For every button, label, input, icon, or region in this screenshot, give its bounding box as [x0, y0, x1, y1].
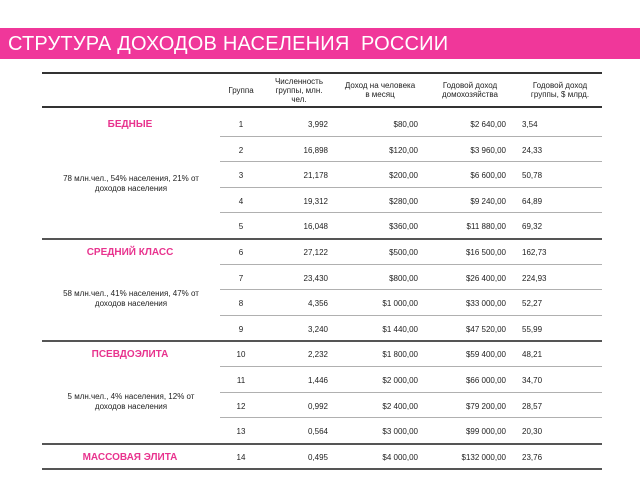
cell-count: 23,430: [303, 273, 328, 283]
header-income-year: Годовой доход домохозяйства: [442, 81, 498, 99]
row-divider: [220, 161, 602, 162]
cell-count: 3,240: [307, 324, 328, 334]
group-description: 78 млн.чел., 54% населения, 21% от доходов населения: [63, 174, 199, 193]
cell-income-month: $500,00: [389, 248, 418, 257]
row-divider: [220, 366, 602, 367]
cell-count: 16,898: [303, 145, 328, 155]
cell-count: 0,564: [307, 427, 328, 437]
cell-count: 4,356: [307, 299, 328, 309]
header-group: Группа: [228, 86, 254, 95]
cell-group: 8: [238, 299, 244, 309]
header-income-month: Доход на человека в месяц: [344, 81, 416, 99]
group-title: ПСЕВДОЭЛИТА: [91, 349, 169, 361]
cell-income-month: $80,00: [393, 120, 418, 129]
cell-group: 6: [238, 248, 244, 257]
cell-income-year: $3 960,00: [470, 145, 506, 155]
row-divider: [220, 136, 602, 137]
group-title: БЕДНЫЕ: [107, 119, 153, 130]
group-title: СРЕДНИЙ КЛАСС: [86, 247, 174, 258]
cell-income-year: $132 000,00: [461, 452, 506, 462]
cell-income-year: $6 600,00: [470, 171, 506, 181]
cell-income-year: $26 400,00: [465, 273, 506, 283]
cell-income-total: 24,33: [522, 145, 543, 155]
header-income-total: Годовой доход группы, $ млрд.: [530, 81, 590, 99]
cell-group: 5: [238, 222, 244, 232]
cell-income-month: $120,00: [389, 145, 418, 155]
cell-income-total: 34,70: [522, 376, 543, 385]
slide-title: СТРУТУРА ДОХОДОВ НАСЕЛЕНИЯ РОССИИ: [8, 33, 449, 55]
header-count: Численность группы, млн. чел.: [274, 77, 324, 104]
cell-income-month: $200,00: [389, 171, 418, 181]
cell-income-year: $47 520,00: [465, 324, 506, 334]
cell-income-month: $360,00: [389, 222, 418, 232]
cell-income-month: $3 000,00: [382, 427, 418, 437]
cell-income-year: $59 400,00: [465, 350, 506, 360]
cell-count: 21,178: [303, 171, 328, 181]
cell-income-total: 224,93: [522, 273, 547, 283]
cell-income-month: $1 000,00: [382, 299, 418, 309]
cell-income-month: $2 400,00: [382, 401, 418, 411]
cell-income-year: $16 500,00: [465, 248, 506, 257]
cell-group: 7: [238, 273, 244, 283]
title-bar: [0, 28, 640, 59]
cell-income-year: $11 880,00: [466, 222, 506, 232]
cell-income-total: 23,76: [522, 452, 543, 462]
cell-group: 12: [236, 401, 246, 411]
cell-income-year: $2 640,00: [470, 120, 506, 129]
row-divider: [42, 468, 602, 470]
cell-income-total: 162,73: [522, 248, 547, 257]
cell-income-year: $79 200,00: [465, 401, 506, 411]
cell-income-total: 50,78: [522, 171, 543, 181]
cell-group: 1: [238, 120, 244, 129]
row-divider: [220, 315, 602, 316]
cell-count: 19,312: [303, 196, 328, 206]
row-divider: [220, 392, 602, 393]
cell-group: 3: [238, 171, 244, 181]
cell-count: 2,232: [307, 350, 328, 360]
cell-income-year: $9 240,00: [470, 196, 506, 206]
cell-income-month: $4 000,00: [382, 452, 418, 462]
cell-group: 13: [236, 427, 246, 437]
row-divider: [220, 289, 602, 290]
group-description: 5 млн.чел., 4% населения, 12% от доходов населения: [67, 391, 195, 411]
cell-income-year: $99 000,00: [465, 427, 506, 437]
cell-income-total: 3,54: [522, 120, 538, 129]
row-divider: [220, 187, 602, 188]
row-divider: [220, 264, 602, 265]
row-divider: [220, 212, 602, 213]
cell-count: 0,992: [307, 401, 328, 411]
cell-income-total: 55,99: [522, 324, 543, 334]
cell-income-month: $800,00: [389, 273, 418, 283]
cell-income-total: 64,89: [522, 196, 543, 206]
cell-income-total: 20,30: [522, 427, 543, 437]
cell-count: 16,048: [303, 222, 328, 232]
cell-count: 1,446: [307, 376, 328, 385]
cell-count: 27,122: [303, 248, 328, 257]
header-bottom-rule: [42, 106, 602, 108]
group-description: 58 млн.чел., 41% населения, 47% от доходов населения: [63, 289, 199, 309]
cell-group: 9: [238, 324, 244, 334]
row-divider: [42, 340, 602, 342]
cell-income-total: 52,27: [522, 299, 543, 309]
cell-group: 4: [238, 196, 244, 206]
row-divider: [220, 417, 602, 418]
cell-income-month: $2 000,00: [382, 376, 418, 385]
cell-group: 2: [238, 145, 244, 155]
group-title: МАССОВАЯ ЭЛИТА: [82, 451, 178, 463]
cell-income-year: $66 000,00: [465, 376, 506, 385]
cell-income-month: $1 440,00: [382, 324, 418, 334]
row-divider: [42, 238, 602, 240]
cell-income-month: $1 800,00: [382, 350, 418, 360]
row-divider: [42, 443, 602, 445]
cell-group: 14: [236, 452, 246, 462]
cell-count: 3,992: [307, 120, 328, 129]
cell-income-total: 48,21: [522, 350, 543, 360]
cell-income-month: $280,00: [389, 196, 418, 206]
cell-income-total: 69,32: [522, 222, 543, 232]
cell-group: 11: [236, 376, 246, 385]
cell-group: 10: [236, 350, 246, 360]
cell-income-year: $33 000,00: [465, 299, 506, 309]
header-top-rule: [42, 72, 602, 74]
cell-income-total: 28,57: [522, 401, 543, 411]
cell-count: 0,495: [307, 452, 328, 462]
